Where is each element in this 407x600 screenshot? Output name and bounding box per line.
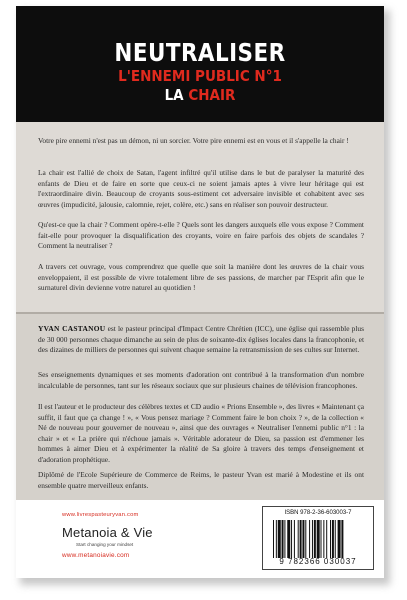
blurb-paragraph: Votre pire ennemi n'est pas un démon, ni un sorcier. Votre pire ennemi est en vous et il s'appelle la chair !	[38, 136, 349, 145]
book-back-cover	[16, 6, 384, 578]
subtitle-highlight: CHAIR	[188, 86, 236, 104]
bio-paragraph: Diplômé de l'Ecole Supérieure de Commerce de Reims, le pasteur Yvan est marié à Modestine et ils ont ensemble quatre merveilleux enfants.	[38, 470, 364, 490]
bio-intro: est le pasteur principal d'Impact Centre Chrétien (ICC), une église qui rassemble plus de 30 000 personnes chaque dimanche au sein de plus de soixante-dix églises locales dans la francophonie, et des dizaines de milliers de personnes qui suivent chaque semaine la retransmission de ses cultes sur Internet.	[38, 324, 365, 355]
bio-paragraph: Ses enseignements dynamiques et ses moments d'adoration ont contribué à la transformation d'un nombre incalculable de personnes, tant sur les réseaux sociaux que sur plusieurs chaines de télévision francophones.	[38, 370, 364, 390]
isbn-text: ISBN 978-2-36-603003-7	[284, 510, 352, 516]
bio-paragraph	[38, 324, 364, 356]
author-name: YVAN CASTANOU	[38, 324, 106, 333]
blurb-section	[16, 122, 384, 314]
barcode-icon	[273, 520, 365, 558]
blurb-paragraph: A travers cet ouvrage, vous comprendrez que quelle que soit la manière dont les œuvres de la chair vous enveloppaient, il est possible de vivre totalement libre de ses passions, de marcher par l'Esprit afin que le surnaturel divin devienne votre naturel au quotidien !	[38, 262, 364, 293]
barcode-label	[262, 506, 374, 570]
blurb-paragraph: Qu'est-ce que la chair ? Comment opère-t-elle ? Quels sont les dangers auxquels elle vous expose ? Comment fait-elle pour provoquer la disqualification des croyants, voire en faire parfois des objets de scandales ? Comment la neutraliser ?	[38, 220, 364, 251]
publisher-website-link[interactable]: www.metanoiavie.com	[62, 552, 130, 559]
author-bio-section	[16, 314, 384, 500]
book-title: NEUTRALISER	[114, 38, 286, 67]
author-website-link[interactable]: www.livrespasteuryvan.com	[62, 512, 139, 518]
book-subtitle-line2	[34, 87, 365, 103]
publisher-footer	[16, 500, 384, 578]
publisher-logo: Metanoia & Vie	[62, 525, 153, 540]
book-subtitle: L'ENNEMI PUBLIC N°1	[118, 67, 282, 85]
ean-number: 9 782366 030037	[279, 557, 357, 566]
subtitle-prefix: LA	[164, 86, 189, 104]
blurb-paragraph: La chair est l'allié de choix de Satan, l'agent infiltré qu'il utilise dans le but de paralyser la maturité des enfants de Dieu et de faire en sorte que ceux-ci ne soient jamais aptes à vivre leur héritage qui est l'extraordinaire divin. Beaucoup de croyants sous-estiment cet adversaire invisible et cohabitent avec ses œuvres (impudicité, jalousie, calomnie, rejet, colère, etc.) sans en réaliser son pouvoir destructeur.	[38, 168, 364, 209]
bio-paragraph: Il est l'auteur et le producteur des célèbres textes et CD audio « Prions Ensemble », des livres « Maintenant ça suffit, il faut que ça change ! », « Vous pensez mariage ? Comment faire le bon choix ? », de la collection « Né de nouveau pour gouverner de nouveau », ainsi que des ouvrages « Neutraliser l'ennemi public n°1 : la chair » et « La prière qui n'échoue jamais ». Véritable adorateur de Dieu, sa passion est d'emmener les hommes à aimer Dieu et à expérimenter la réalité de Sa gloire à travers des temps d'enseignement et d'adoration prophétique.	[38, 402, 364, 464]
cover-header	[16, 6, 384, 122]
publisher-slogan: Start changing your mindset	[76, 542, 134, 547]
